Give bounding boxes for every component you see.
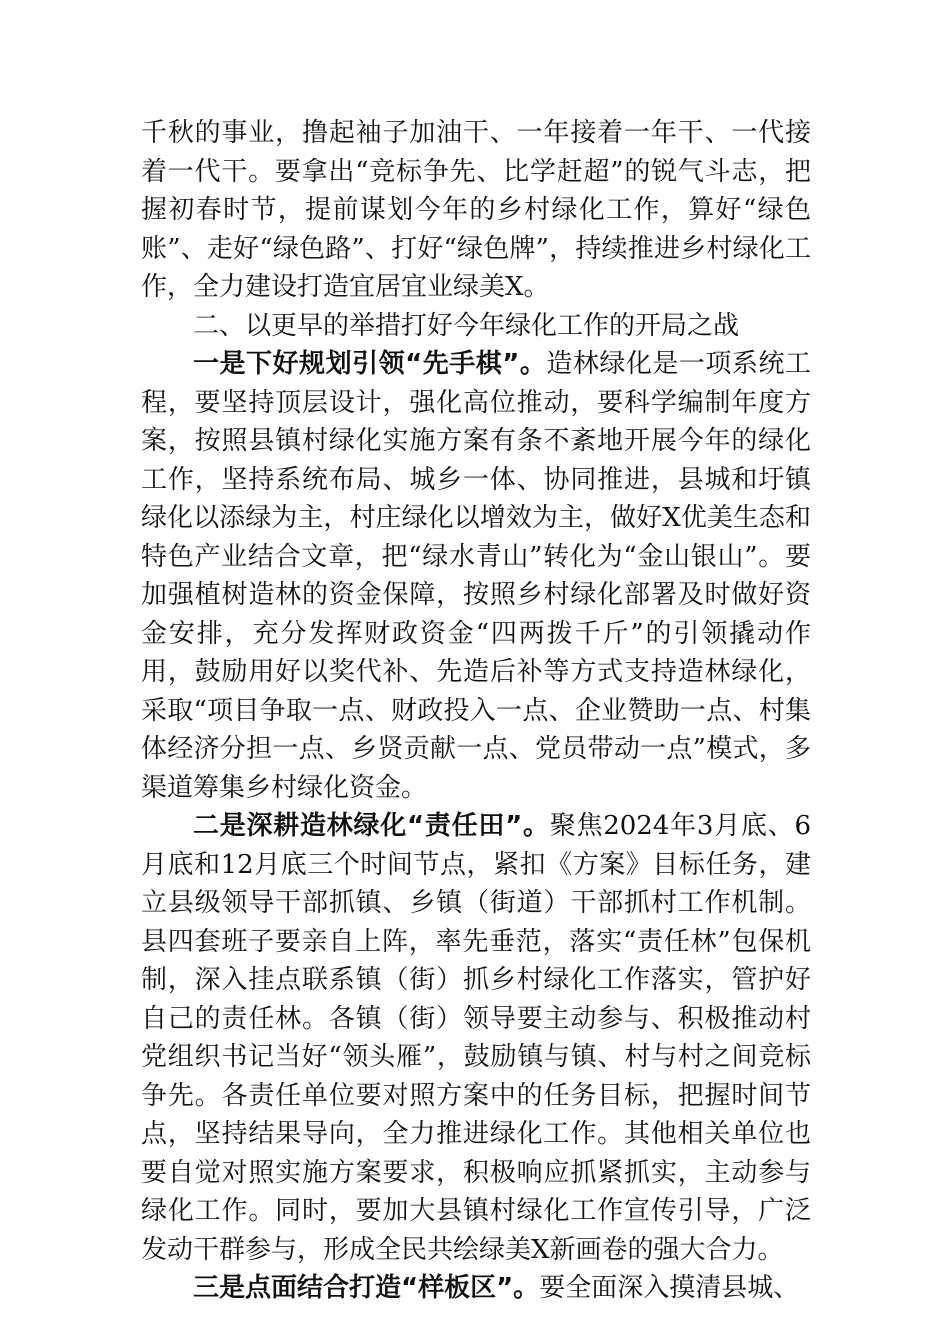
section-heading	[141, 307, 811, 346]
paragraph-text: 千秋的事业，撸起袖子加油干、一年接着一年干、一代接着一代干。要拿出“竞标争先、比学赶超”的锐气斗志，把握初春时节，提前谋划今年的乡村绿化工作，算好“绿色账”、走好“绿色路”、打好“绿色牌”，持续推进乡村绿化工作，全力建设打造宜居宜业绿美X。	[141, 118, 811, 302]
section-heading-text: 二、以更早的举措打好今年绿化工作的开局之战	[193, 310, 740, 341]
document-body	[141, 114, 811, 1308]
item-paragraph-1	[141, 345, 811, 807]
item-lead-3: 三是点面结合打造“样板区”。	[193, 1273, 540, 1303]
item-body-1: 造林绿化是一项系统工程，要坚持顶层设计，强化高位推动，要科学编制年度方案，按照县镇村绿化实施方案有条不紊地开展今年的绿化工作，坚持系统布局、城乡一体、协同推进，县城和圩镇绿化以添绿为主，村庄绿化以增效为主，做好X优美生态和特色产业结合文章，把“绿水青山”转化为“金山银山”。要加强植树造林的资金保障，按照乡村绿化部署及时做好资金安排，充分发挥财政资金“四两拨千斤”的引领撬动作用，鼓励用好以奖代补、先造后补等方式支持造林绿化，采取“项目争取一点、财政投入一点、企业赞助一点、村集体经济分担一点、乡贤贡献一点、党员带动一点”模式，多渠道筹集乡村绿化资金。	[141, 349, 811, 803]
paragraph-continuation	[141, 114, 811, 307]
item-paragraph-3	[141, 1269, 811, 1308]
item-lead-1: 一是下好规划引领“先手棋”。	[193, 349, 547, 379]
item-body-3: 要全面深入摸清县城、	[539, 1273, 800, 1303]
item-lead-2: 二是深耕造林绿化“责任田”。	[193, 811, 550, 841]
item-body-2: 聚焦2024年3月底、6月底和12月底三个时间节点，紧扣《方案》目标任务，建立县级领导干部抓镇、乡镇（街道）干部抓村工作机制。县四套班子要亲自上阵，率先垂范，落实“责任林”包保机制，深入挂点联系镇（街）抓乡村绿化工作落实，管护好自己的责任林。各镇（街）领导要主动参与、积极推动村党组织书记当好“领头雁”，鼓励镇与镇、村与村之间竞标争先。各责任单位要对照方案中的任务目标，把握时间节点，坚持结果导向，全力推进绿化工作。其他相关单位也要自觉对照实施方案要求，积极响应抓紧抓实，主动参与绿化工作。同时，要加大县镇村绿化工作宣传引导，广泛发动干群参与，形成全民共绘绿美X新画卷的强大合力。	[141, 811, 811, 1265]
item-paragraph-2	[141, 807, 811, 1269]
